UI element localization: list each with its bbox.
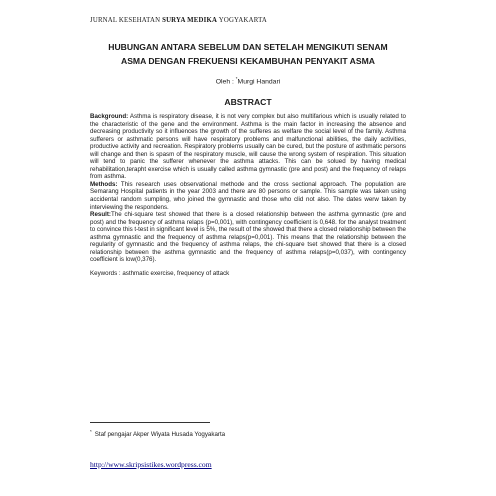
author-line bbox=[0, 76, 496, 85]
footnote-divider bbox=[90, 422, 210, 423]
journal-name: SURYA MEDIKA bbox=[162, 17, 218, 24]
paper-title-line-1: HUBUNGAN ANTARA SEBELUM DAN SETELAH MENGIKUTI SENAM bbox=[108, 42, 388, 52]
result-text: The chi-square test showed that there is a closed relationship between the asthma gymnastic (pre and post) and the frequency of asthma relaps (p=0,001), with contingency coefficient is 0,648. for the analyst treatment to convince this t-test in significant level is 5%, the result of the showed that there a closed relationship between the asthma gymnastic and the frequency of asthma relaps(p=0,001). This means that the relationship between the regularity of gymnastic and the frequency of asthma relaps, the chi-square tset showed that there is a closed relationship between the asthma gymnastic and the frequency of asthma relaps(p=0,037), with contingency coefficient is low(0,376). bbox=[90, 211, 406, 264]
background-text: Asthma is respiratory disease, it is not very complex but also multifarious which is usually related to the characteristic of the gene and the environment. Asthma is the main factor in increasing the absence and decreasing productivity so it influences the growth of the sufferes as welfare the social level of the family. Asthma sufferers or asthmatic persons will have respiratory problems and malfunctional abilities, the daily activities, productive activity and recreation. Respiratory problems usually can be cured, but the posture of asthmatic persons will change and then is spasm of the respiratory muscle, will cause the wrong system of respiration. This situation will tend to panic the sufferer whenever the asthma attacks. This can be solued by having medical rehabilitation,terapht exercise which is usually called asthma gymnastic (pre and post) and the frequency of relaps from asthma. bbox=[90, 113, 406, 181]
methods-label: Methods: bbox=[90, 180, 118, 188]
footer-website-link[interactable]: http://www.skripsistikes.wordpress.com bbox=[90, 460, 212, 469]
footnote-text: Staf pengajar Akper Wiyata Husada Yogyakarta bbox=[94, 431, 226, 439]
footnote bbox=[90, 429, 406, 438]
author-footnote-marker: * bbox=[235, 76, 238, 81]
abstract-background bbox=[90, 113, 406, 181]
journal-city: YOGYAKARTA bbox=[218, 17, 267, 24]
journal-header bbox=[90, 17, 267, 24]
abstract-result bbox=[90, 211, 406, 264]
keywords: Keywords : asthmatic exercise, frequency of attack bbox=[90, 270, 230, 277]
paper-title bbox=[84, 40, 412, 68]
abstract-heading: ABSTRACT bbox=[224, 97, 272, 107]
footnote-marker: * bbox=[90, 429, 92, 434]
abstract-body bbox=[90, 113, 406, 264]
background-label: Background: bbox=[90, 113, 129, 120]
abstract-methods bbox=[90, 181, 406, 211]
paper-title-line-2: ASMA DENGAN FREKUENSI KEKAMBUHAN PENYAKIT ASMA bbox=[120, 56, 375, 66]
methods-text: This research uses observational methode and the cross sectional approach. The population are Semarang Hospital patients in the year 2003 and there are 80 persons or sample. This sample was taken using accidental random sumpling, who joined the gymnastic and those who clid not also. The dates werw taken by interviewing the respondens. bbox=[90, 180, 406, 211]
result-label: Result: bbox=[90, 211, 111, 219]
author-name: Murgi Handari bbox=[237, 78, 281, 86]
journal-prefix: JURNAL KESEHATAN bbox=[90, 17, 161, 24]
author-prefix: Oleh : bbox=[215, 78, 234, 86]
